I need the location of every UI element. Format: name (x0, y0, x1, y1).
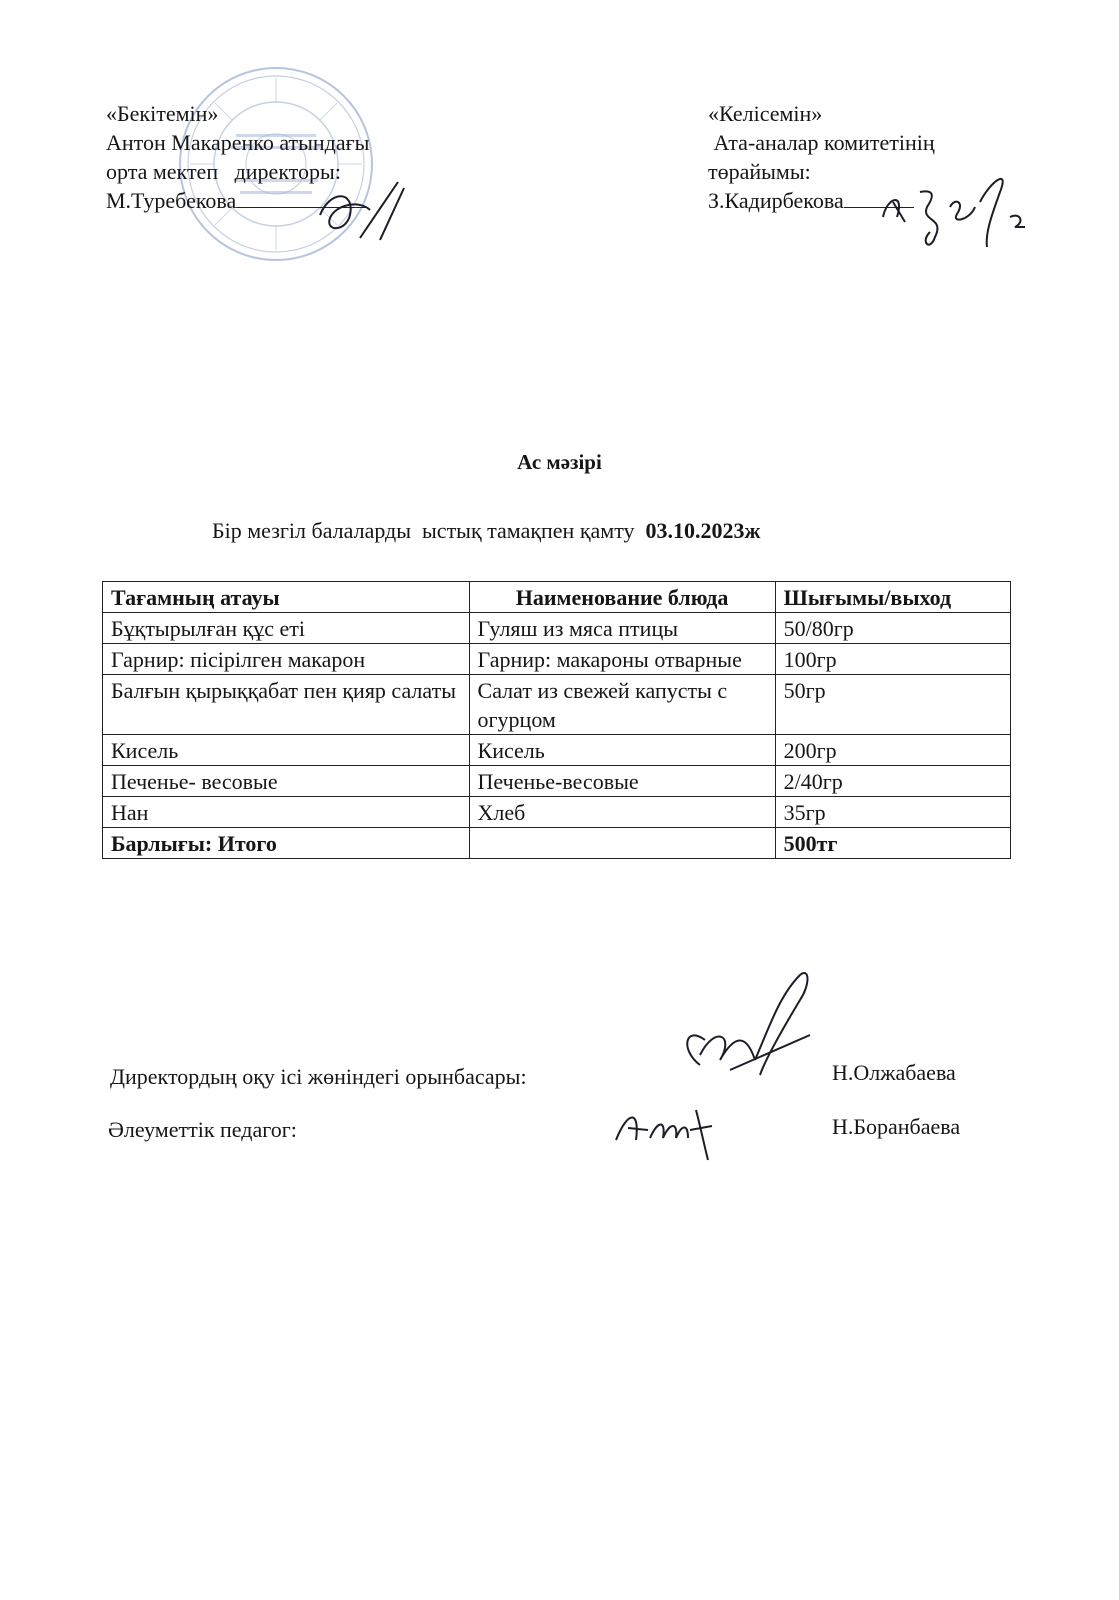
deputy-signature-icon (660, 965, 820, 1115)
total-value: 500тг (775, 828, 1010, 859)
pedagogue-role: Әлеуметтік педагог: (108, 1117, 297, 1142)
cell-rus-name: Печенье-весовые (469, 766, 775, 797)
cell-rus-name: Салат из свежей капусты с огурцом (469, 675, 775, 735)
table-row (103, 644, 1011, 675)
approve-name: М.Туребекова (106, 188, 237, 213)
table-total-row (103, 828, 1011, 859)
agree-committee: Ата-аналар комитетінің (708, 130, 935, 155)
cell-kaz-name: Печенье- весовые (103, 766, 470, 797)
cell-yield: 2/40гр (775, 766, 1010, 797)
table-row (103, 735, 1011, 766)
pedagogue-name: Н.Боранбаева (832, 1114, 961, 1139)
cell-kaz-name: Балғын қырыққабат пен қияр салаты (103, 675, 470, 735)
total-empty (469, 828, 775, 859)
pedagogue-signature-icon (608, 1090, 738, 1170)
deputy-name: Н.Олжабаева (832, 1060, 956, 1085)
agree-heading: «Келісемін» (708, 101, 823, 126)
table-row (103, 797, 1011, 828)
cell-yield: 200гр (775, 735, 1010, 766)
cell-yield: 50гр (775, 675, 1010, 735)
subtitle-text: Бір мезгіл балаларды ыстық тамақпен қамту (212, 518, 646, 543)
cell-kaz-name: Нан (103, 797, 470, 828)
menu-table (102, 581, 1011, 859)
agree-block (708, 99, 935, 215)
total-label: Барлығы: Итого (103, 828, 470, 859)
table-header-row (103, 582, 1011, 613)
cell-kaz-name: Гарнир: пісірілген макарон (103, 644, 470, 675)
approve-name-row (106, 186, 369, 215)
cell-yield: 35гр (775, 797, 1010, 828)
table-row (103, 766, 1011, 797)
cell-rus-name: Гуляш из мяса птицы (469, 613, 775, 644)
table-row (103, 675, 1011, 735)
agree-position: төрайымы: (708, 159, 811, 184)
cell-kaz-name: Бұқтырылған құс еті (103, 613, 470, 644)
agree-name-row (708, 186, 935, 215)
header-rus-name: Наименование блюда (469, 582, 775, 613)
header-yield: Шығымы/выход (775, 582, 1010, 613)
deputy-role: Директордың оқу ісі жөніндегі орынбасары: (110, 1064, 527, 1089)
approve-signature-line (236, 187, 368, 208)
cell-yield: 50/80гр (775, 613, 1010, 644)
menu-title: Ас мәзірі (517, 450, 602, 474)
approve-heading: «Бекітемін» (106, 101, 219, 126)
cell-rus-name: Кисель (469, 735, 775, 766)
table-row (103, 613, 1011, 644)
menu-date: 03.10.2023ж (645, 518, 761, 543)
approve-block (106, 99, 369, 215)
menu-subtitle (212, 518, 761, 544)
cell-rus-name: Хлеб (469, 797, 775, 828)
agree-signature-line (844, 187, 914, 208)
approve-school: Антон Макаренко атындағы (106, 130, 370, 155)
cell-yield: 100гр (775, 644, 1010, 675)
cell-rus-name: Гарнир: макароны отварные (469, 644, 775, 675)
approve-position: орта мектеп директоры: (106, 159, 341, 184)
agree-name: З.Кадирбекова (708, 188, 844, 213)
header-kaz-name: Тағамның атауы (103, 582, 470, 613)
cell-kaz-name: Кисель (103, 735, 470, 766)
